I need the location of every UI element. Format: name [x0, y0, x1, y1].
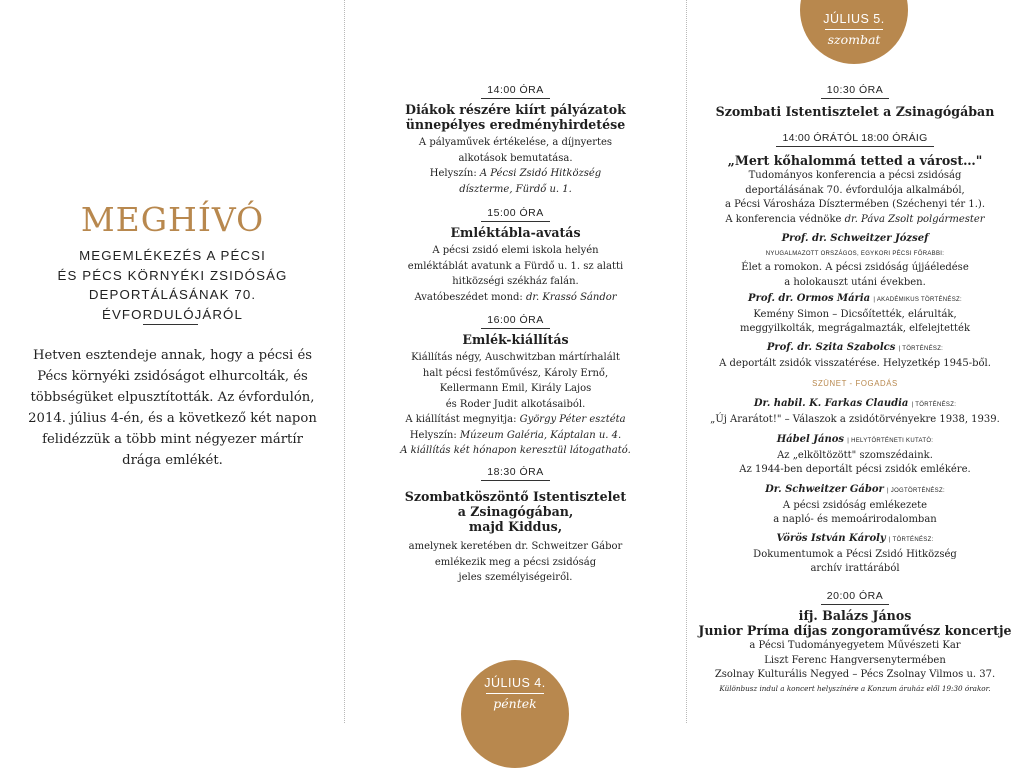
talk-title: archív irattárából: [810, 563, 900, 574]
event-time: 20:00 ÓRA: [821, 590, 889, 605]
event-time: 14:00 ÓRÁTÓL 18:00 ÓRÁIG: [776, 132, 933, 147]
location-value: A Pécsi Zsidó Hitközség: [479, 168, 602, 179]
event-title-line: ifj. Balázs János: [798, 608, 912, 623]
intro-line: drága emlékét.: [122, 453, 223, 468]
speaker-role: | HELYTÖRTÉNETI KUTATÓ:: [847, 438, 934, 444]
event-title-line: a Zsinagógában,: [457, 504, 574, 519]
speaker-name: dr. Krassó Sándor: [525, 291, 617, 303]
desc-line: deportálásának 70. évfordulója alkalmából,: [745, 184, 965, 196]
location-value: Múzeum Galéria, Káptalan u. 4.: [459, 429, 622, 441]
opener-label: A kiállítást megnyitja:: [405, 414, 520, 425]
event-time: 18:30 ÓRA: [481, 466, 549, 481]
speaker-entry: [686, 433, 1024, 478]
event-title-line: Szombatköszöntő Istentisztelet: [404, 489, 627, 504]
event-description: [345, 350, 686, 459]
badge-rule: [486, 693, 544, 694]
event-block: [345, 460, 686, 586]
event-title: [345, 489, 686, 534]
talk-title: Kemény Simon – Dicsőítették, elárulták,: [753, 308, 957, 320]
event-title: Szombati Istentisztelet a Zsinagógában: [715, 104, 995, 119]
patron-name: dr. Páva Zsolt polgármester: [844, 213, 985, 225]
desc-line: Kellermann Emil, Király Lajos: [439, 383, 592, 394]
talk-title: Az 1944-ben deportált pécsi zsidók emlékére.: [739, 464, 971, 475]
talk-title: Az „elköltözött" szomszédaink.: [777, 449, 933, 461]
subtitle-line: DEPORTÁLÁSÁNAK 70. ÉVFORDULÓJÁRÓL: [88, 287, 257, 322]
event-block: [686, 584, 1024, 695]
event-block: [686, 126, 1024, 227]
event-title: [686, 609, 1024, 638]
location-value: díszterme, Fürdő u. 1.: [459, 183, 572, 195]
subtitle: [20, 246, 325, 324]
patron-label: A konferencia védnöke: [725, 213, 845, 225]
badge-rule: [825, 29, 883, 30]
july-5-panel: [686, 0, 1024, 723]
event-note: A kiállítás két hónapon keresztül látogatható.: [400, 445, 631, 456]
speaker-entry: [686, 397, 1024, 427]
speaker-entry: [686, 232, 1024, 290]
subtitle-line: MEGEMLÉKEZÉS A PÉCSI: [79, 248, 266, 263]
event-title-line: Emléktábla-avatás: [450, 225, 581, 240]
speaker-role: | JOGTÖRTÉNÉSZ:: [886, 488, 945, 494]
event-block: [345, 201, 686, 305]
intro-text: [20, 345, 325, 471]
speaker-entry: [686, 341, 1024, 371]
event-description: [345, 243, 686, 305]
subtitle-line: ÉS PÉCS KÖRNYÉKI ZSIDÓSÁG: [57, 267, 288, 283]
event-description: [345, 539, 686, 586]
badge-date: JÚLIUS 5.: [823, 12, 885, 26]
opener-name: György Péter esztéta: [519, 414, 626, 425]
event-title-line: Junior Príma díjas zongoraművész koncertje: [698, 622, 1012, 638]
desc-line: alkotások bemutatása.: [458, 152, 573, 164]
event-title-line: ünnepélyes eredményhirdetése: [405, 117, 626, 132]
badge-day: péntek: [493, 696, 537, 711]
speaker-name: Vörös István Károly: [776, 533, 886, 544]
talk-title: „Új Ararátot!" – Válaszok a zsidótörvényekre 1938, 1939.: [710, 413, 1000, 425]
event-block: [345, 78, 686, 197]
intro-line: felidézzük a több mint négyezer mártír: [42, 432, 303, 447]
desc-line: emléktáblát avatunk a Fürdő u. 1. sz alatti: [407, 260, 624, 272]
desc-line: A pályaművek értékelése, a díjnyertes: [418, 137, 613, 148]
speaker-role: | TÖRTÉNÉSZ:: [898, 346, 944, 352]
speaker-name: Dr. Schweitzer Gábor: [765, 484, 884, 495]
desc-line: A pécsi zsidó elemi iskola helyén: [432, 245, 599, 256]
event-title-line: Emlék-kiállítás: [462, 332, 569, 347]
desc-line: és Roder Judit alkotásaiból.: [445, 398, 586, 410]
intro-line: többségüket elpusztították. Az évfordulón,: [30, 390, 315, 405]
talk-title: a holokauszt utáni években.: [784, 276, 926, 288]
event-description: [345, 135, 686, 197]
speaker-name: Prof. dr. Szita Szabolcs: [766, 342, 896, 353]
desc-line: emlékezik meg a pécsi zsidóság: [434, 556, 597, 568]
talk-title: a napló- és memoárirodalomban: [773, 514, 937, 525]
desc-line: Kiállítás négy, Auschwitzban mártírhalált: [411, 352, 620, 363]
page-title: MEGHÍVÓ: [80, 200, 265, 239]
speaker-name: Prof. dr. Ormos Mária: [748, 293, 871, 304]
speaker-entry: [686, 483, 1024, 528]
date-badge: [461, 660, 569, 768]
event-location: [345, 166, 686, 182]
event-title: „Mert kőhalommá tetted a várost…": [727, 153, 983, 168]
intro-line: 2014. július 4-én, és a következő két napon: [28, 411, 317, 426]
event-time: 14:00 ÓRA: [481, 84, 549, 99]
location-label: Helyszín:: [409, 429, 460, 441]
july-4-panel: [345, 0, 686, 723]
talk-title: A deportált zsidók visszatérése. Helyzetkép 1945-ből.: [719, 357, 991, 369]
badge-day: szombat: [827, 32, 881, 47]
desc-line: amelynek keretében dr. Schweitzer Gábor: [408, 541, 623, 552]
date-badge: [800, 0, 908, 64]
intro-line: Pécs környéki zsidóságot elhurcolták, és: [37, 369, 308, 384]
speaker-entry: [686, 292, 1024, 337]
desc-line: Liszt Ferenc Hangversenytermében: [764, 654, 946, 666]
event-description: [686, 639, 1024, 683]
event-title: [345, 102, 686, 132]
bus-note: Különbusz indul a koncert helyszínére a Konzum áruház elől 19:30 órakor.: [719, 683, 991, 693]
event-title-line: majd Kiddus,: [468, 519, 563, 534]
desc-line: halt pécsi festőművész, Károly Ernő,: [422, 367, 609, 379]
break-label: SZÜNET - FOGADÁS: [812, 379, 898, 388]
event-time: 10:30 ÓRA: [821, 84, 889, 99]
speaker-role: | TÖRTÉNÉSZ:: [911, 402, 957, 408]
speaker-name: Dr. habil. K. Farkas Claudia: [753, 398, 909, 409]
desc-line: hitközségi székház falán.: [452, 276, 579, 287]
event-title-line: Diákok részére kiírt pályázatok: [405, 102, 626, 117]
invitation-panel: [0, 0, 345, 723]
speaker-name: Hábel János: [776, 434, 845, 445]
desc-line: a Pécsi Városháza Dísztermében (Széchenyi tér 1.).: [724, 199, 985, 210]
event-time: 16:00 ÓRA: [481, 314, 549, 329]
speaker-name: Prof. dr. Schweitzer József: [781, 233, 929, 244]
divider-rule: [143, 324, 198, 325]
location-label: Helyszín:: [429, 168, 480, 179]
desc-line: jeles személyiségeiről.: [458, 572, 573, 583]
speaker-entry: [686, 532, 1024, 577]
speaker-role: NYUGALMAZOTT ORSZÁGOS, EGYKORI PÉCSI FŐRABBI:: [765, 250, 945, 257]
speaker-role: | AKADÉMIKUS TÖRTÉNÉSZ:: [873, 297, 962, 303]
event-time: 15:00 ÓRA: [481, 207, 549, 222]
intro-line: Hetven esztendeje annak, hogy a pécsi és: [32, 348, 313, 363]
event-block: [686, 78, 1024, 119]
badge-date: JÚLIUS 4.: [484, 676, 546, 690]
talk-title: meggyilkolták, megrágalmazták, elfelejtették: [739, 323, 971, 334]
desc-line: Zsolnay Kulturális Negyed – Pécs Zsolnay Vilmos u. 37.: [714, 669, 996, 680]
event-title: [345, 225, 686, 240]
speaker-label: Avatóbeszédet mond:: [414, 291, 526, 303]
desc-line: Tudományos konferencia a pécsi zsidóság: [748, 170, 962, 181]
event-block: [345, 308, 686, 459]
talk-title: Dokumentumok a Pécsi Zsidó Hitközség: [753, 548, 957, 560]
event-title: [345, 332, 686, 347]
event-description: [686, 169, 1024, 227]
speaker-role: | TÖRTÉNÉSZ:: [888, 537, 934, 543]
talk-title: Élet a romokon. A pécsi zsidóság újjáéledése: [741, 262, 969, 273]
desc-line: a Pécsi Tudományegyetem Művészeti Kar: [749, 640, 961, 651]
talk-title: A pécsi zsidóság emlékezete: [782, 499, 928, 511]
